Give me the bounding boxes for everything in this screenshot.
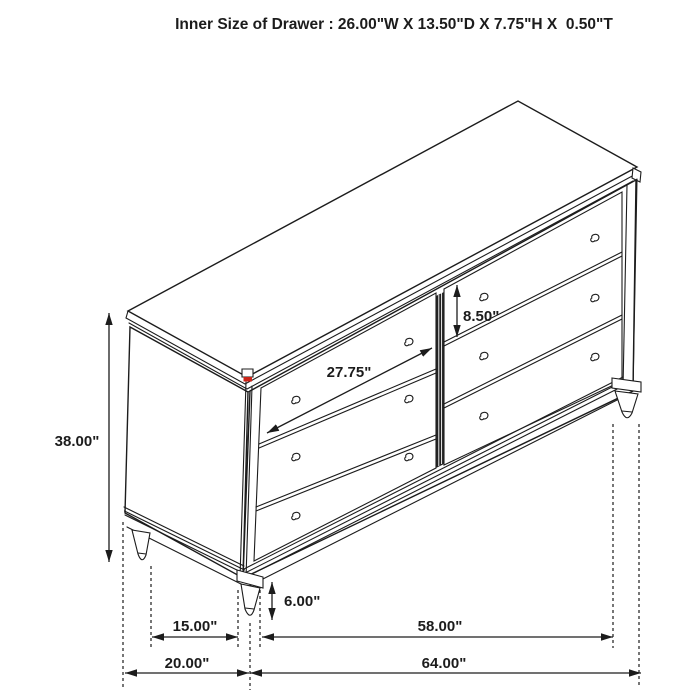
drawer-knob (591, 353, 599, 360)
dim-label: 15.00" (172, 618, 218, 635)
drawer-knob (292, 453, 300, 460)
dim-label: 8.50" (463, 308, 500, 325)
drawer-knob (480, 293, 488, 300)
drawer-knob (292, 396, 300, 403)
page-title: Inner Size of Drawer : 26.00"W X 13.50"D X 7.75"H X 0.50"T (175, 16, 613, 33)
leg-taper (132, 530, 150, 560)
drawer-knob (292, 512, 300, 519)
dim-leg-span-width (262, 618, 613, 637)
dim-label: 38.00" (54, 433, 100, 450)
dim-label: 64.00" (421, 655, 467, 672)
drawer-knob (480, 352, 488, 359)
corner-cap (242, 369, 253, 377)
drawer-knob (591, 294, 599, 301)
dim-overall-height (55, 313, 109, 562)
dim-label: 6.00" (284, 593, 321, 610)
top-edge-left (126, 311, 128, 318)
leg-taper (615, 391, 638, 418)
dim-overall-width (250, 655, 641, 673)
corner-accent-red (244, 377, 253, 382)
dresser (124, 101, 641, 615)
back-left-leg (132, 530, 150, 560)
dim-leg-height (272, 582, 320, 620)
leg-taper (241, 584, 260, 615)
drawer-knob (591, 234, 599, 241)
dim-overall-depth (125, 655, 249, 673)
dim-label: 58.00" (417, 618, 463, 635)
front-left-leg (237, 570, 263, 615)
dim-leg-span-depth (152, 618, 238, 637)
drawer-knob (405, 338, 413, 345)
drawer-knob (405, 395, 413, 402)
drawer-knob (405, 453, 413, 460)
drawer-knob (480, 412, 488, 419)
dim-label: 20.00" (164, 655, 210, 672)
dim-label: 27.75" (326, 364, 372, 381)
center-divider (436, 292, 444, 468)
divider-strip (436, 292, 444, 468)
